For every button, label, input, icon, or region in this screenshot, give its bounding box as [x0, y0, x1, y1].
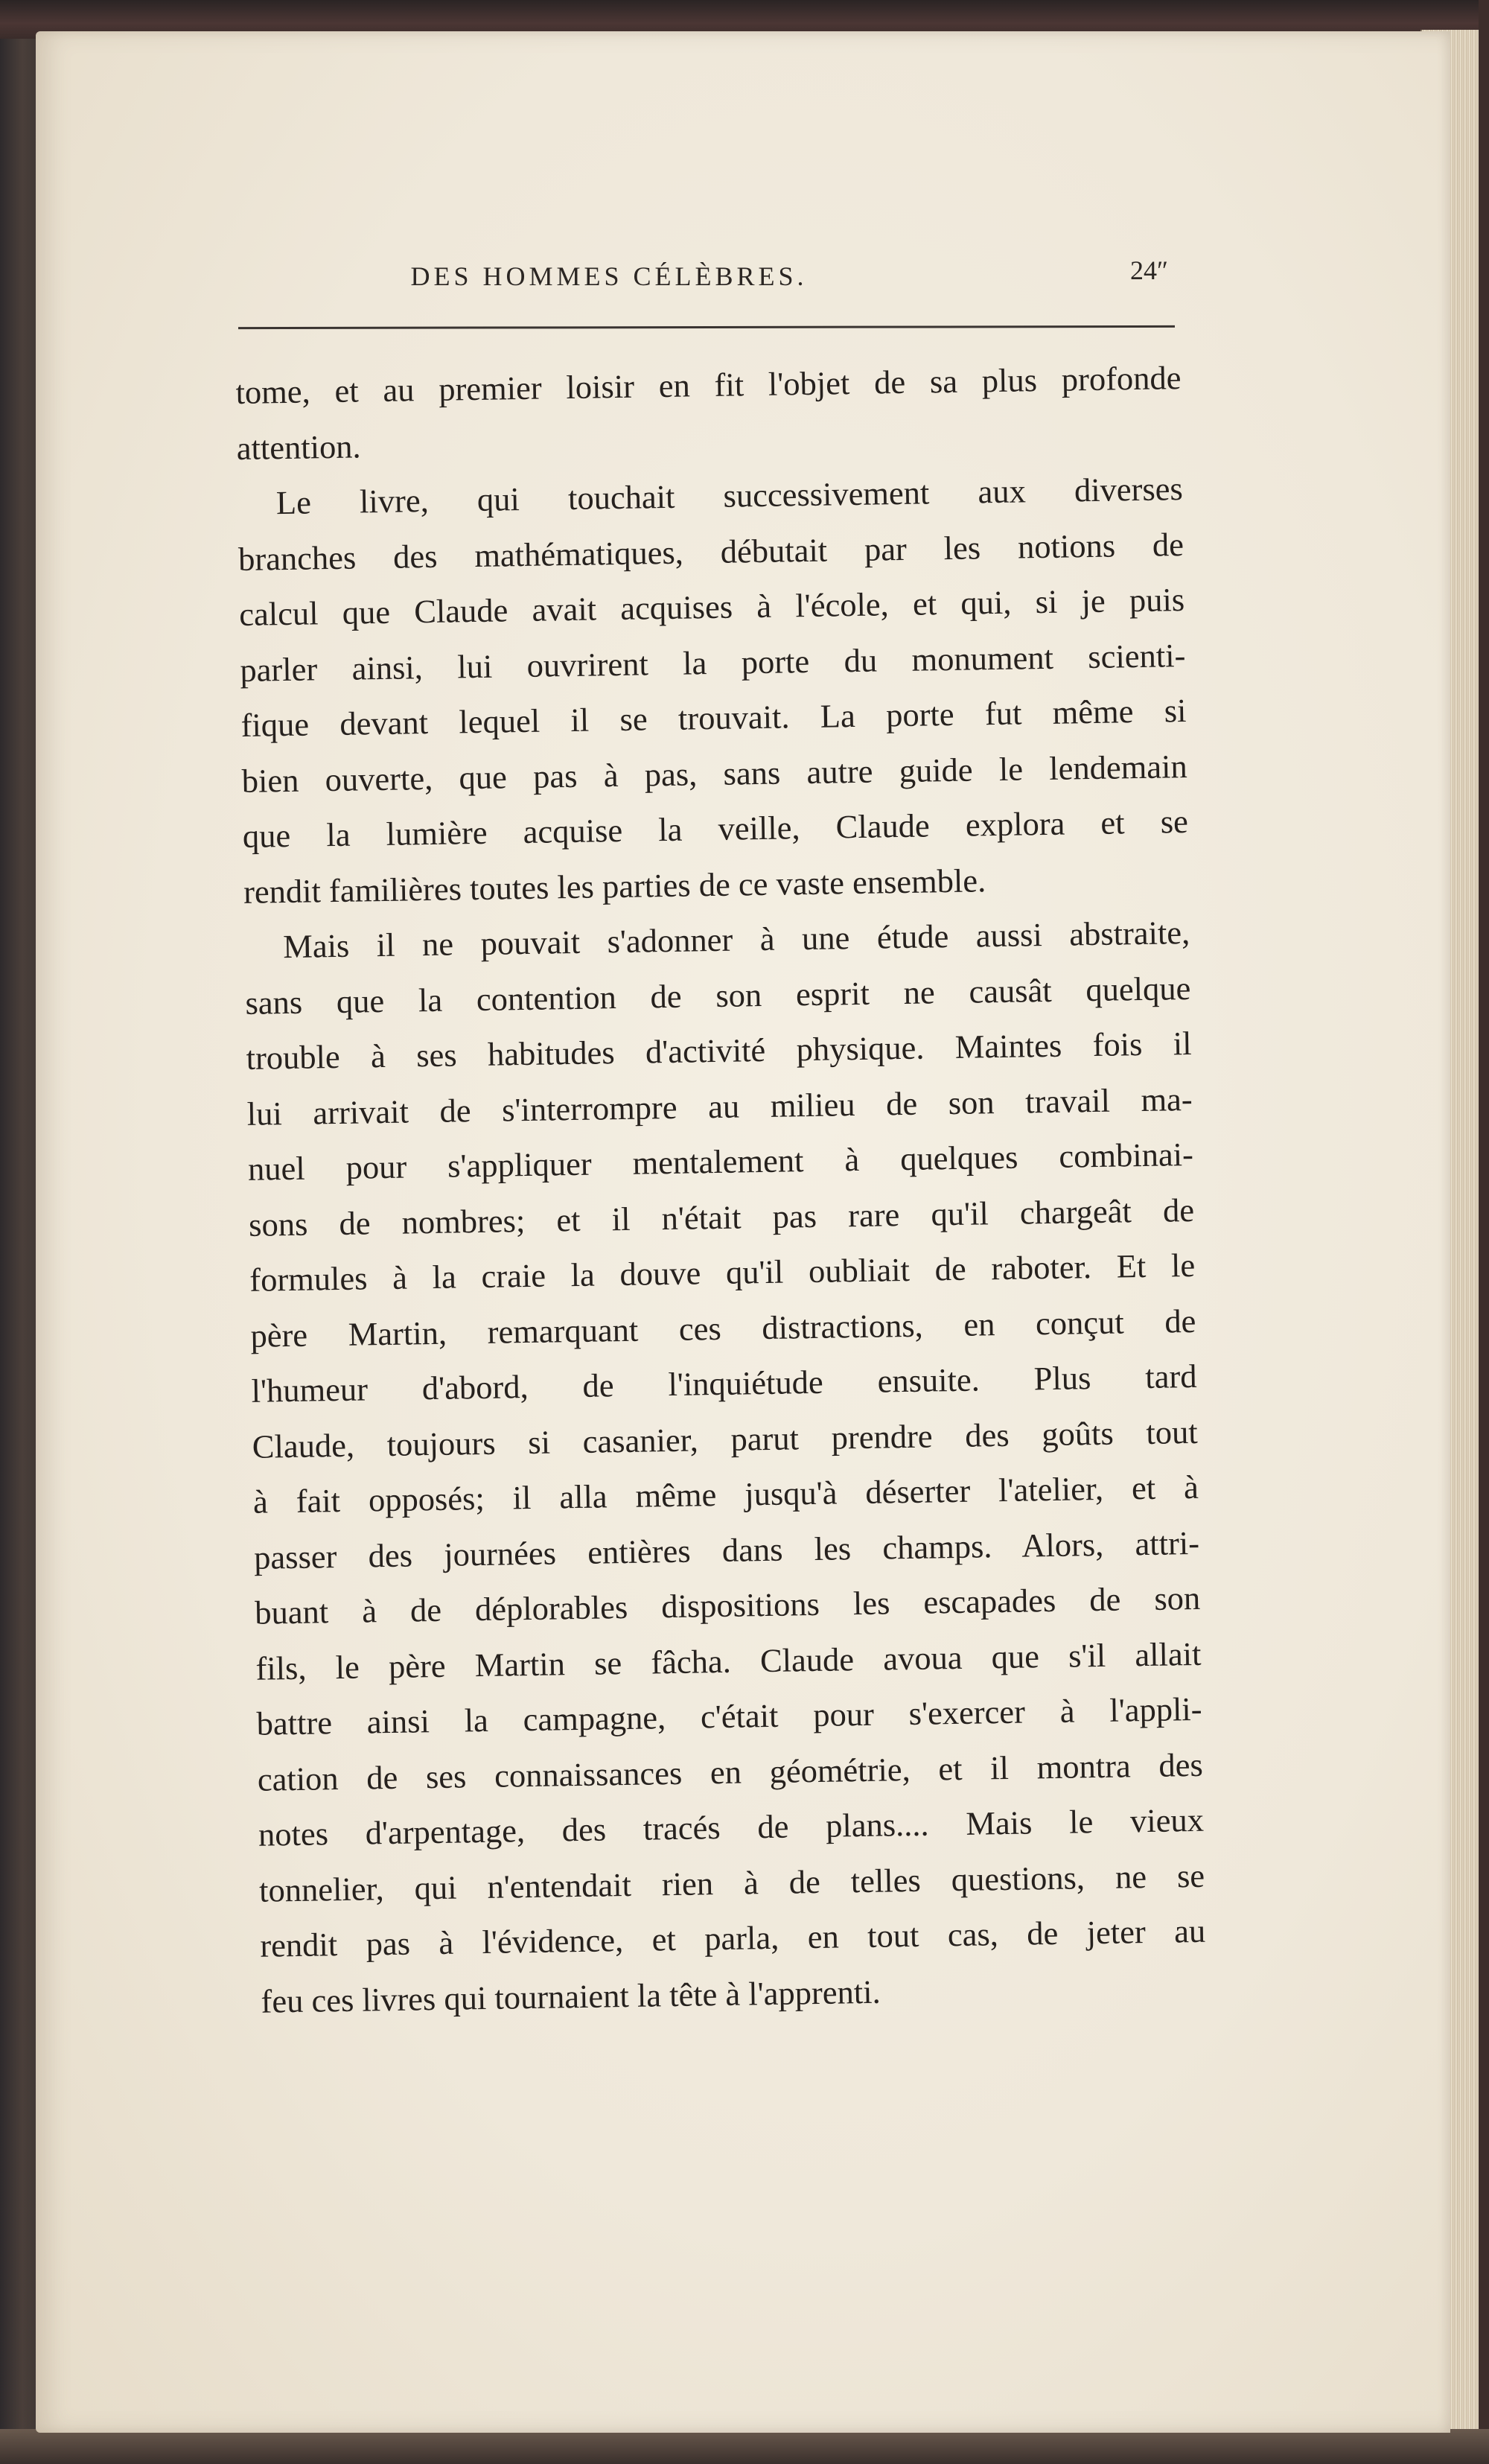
- text-line: battre ainsi la campagne, c'était pour s'exercer à l'appli-: [256, 1690, 1202, 1742]
- text-line: tonnelier, qui n'entendait rien à de telles questions, ne se: [258, 1856, 1205, 1909]
- text-line: buant à de déplorables dispositions les escapades de son: [254, 1579, 1201, 1631]
- text-line: feu ces livres qui tournaient la tête à l'apprenti.: [261, 1973, 881, 2020]
- book-cover-right: [1479, 0, 1489, 2464]
- text-line: formules à la craie la douve qu'il oubliait de raboter. Et le: [249, 1246, 1196, 1299]
- text-line: l'humeur d'abord, de l'inquiétude ensuite. Plus tard: [251, 1357, 1197, 1410]
- text-line: fique devant lequel il se trouvait. La porte fut même si: [240, 691, 1187, 744]
- text-line: père Martin, remarquant ces distractions, en conçut de: [250, 1302, 1196, 1354]
- text-line: que la lumière acquise la veille, Claude explora et se: [242, 802, 1189, 855]
- text-line: parler ainsi, lui ouvrirent la porte du monument scienti-: [240, 636, 1186, 689]
- page-number: 24″: [1130, 255, 1168, 285]
- running-title: DES HOMMES CÉLÈBRES.: [410, 261, 808, 291]
- text-line: branches des mathématiques, débutait par les notions de: [237, 525, 1184, 578]
- text-line: lui arrivait de s'interrompre au milieu de son travail ma-: [246, 1080, 1193, 1133]
- text-line: rendit pas à l'évidence, et parla, en tout cas, de jeter au: [259, 1911, 1206, 1964]
- text-line: Claude, toujours si casanier, parut prendre des goûts tout: [252, 1413, 1199, 1465]
- header-rule: [238, 325, 1175, 329]
- book-cover-bottom: [0, 2429, 1489, 2464]
- text-line: rendit familières toutes les parties de ce vaste ensemble.: [243, 861, 986, 911]
- text-line: notes d'arpentage, des tracés de plans.... Mais le vieux: [258, 1801, 1205, 1853]
- text-line: cation de ses connaissances en géométrie, et il montra des: [257, 1745, 1204, 1798]
- text-line: nuel pour s'appliquer mentalement à quelques combinai-: [247, 1135, 1194, 1188]
- text-line: calcul que Claude avait acquises à l'école, et qui, si je puis: [238, 581, 1185, 633]
- page-sheet: [36, 31, 1450, 2433]
- text-line: tome, et au premier loisir en fit l'objet de sa plus profonde: [235, 359, 1182, 411]
- text-line: à fait opposés; il alla même jusqu'à déserter l'atelier, et à: [252, 1468, 1199, 1521]
- text-line: sons de nombres; et il n'était pas rare qu'il chargeât de: [248, 1191, 1195, 1244]
- text-line: passer des journées entières dans les champs. Alors, attri-: [253, 1524, 1200, 1576]
- text-line: Mais il ne pouvait s'adonner à une étude aussi abstraite,: [282, 913, 1190, 966]
- text-line: bien ouverte, que pas à pas, sans autre guide le lendemain: [241, 747, 1188, 800]
- text-line: attention.: [236, 427, 361, 467]
- text-line: fils, le père Martin se fâcha. Claude avoua que s'il allait: [255, 1634, 1202, 1687]
- text-line: Le livre, qui touchait successivement aux diverses: [275, 470, 1184, 522]
- body-text: [235, 350, 1207, 2029]
- text-line: trouble à ses habitudes d'activité physique. Maintes fois il: [246, 1024, 1192, 1077]
- text-line: sans que la contention de son esprit ne causât quelque: [245, 969, 1191, 1022]
